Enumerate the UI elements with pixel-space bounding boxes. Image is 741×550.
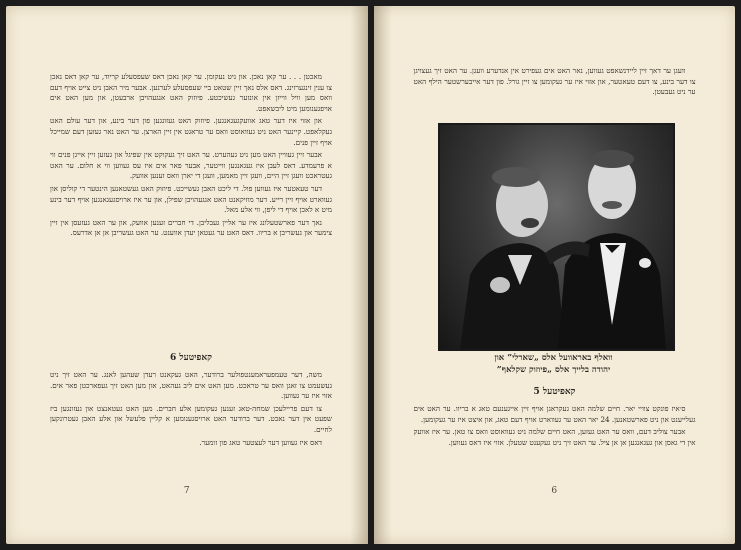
left-chapter-text [50, 370, 332, 450]
paragraph: צו דעם פריילעכן שמחה-טאג זענען געקומען אלע חברים. מען האט געטאנצט און געזונגען ביז שפעט אין דער נאכט. דער ברודער האט ארויסגענומען א קליין פלעשל און אלע האבן געטרונקען לחיים. [50, 403, 332, 434]
paragraph: אבער צוליב דעם, וואס ער האט געזען, האט חיים שלמה ניט געוואוסט וואס צו טאן. ער איז אוועק אין די גאסן און געגאנגען אן אן ציל. ער האט זיך ניט געקענט שטעלן. אזוי איז דאס געווען. [413, 427, 696, 447]
paragraph: נאך דער פארשטעלונג איז ער אליין געבליבן. די חברים זענען אוועק, און ער האט געזעסן אין זיין צימער און געשריבן א בריוו. דאס האט ער געטאן יעדן אווענט. ער האט געשריבן אן אן אדרעס. [50, 217, 332, 238]
left-body-text [50, 72, 332, 241]
paragraph: משה, דער טעמפעראמענטפולער ברודער, האט געקאנט רעדן שעהען לאנג. ער האט זיך ניט געשעמט צו זאגן וואס ער טראכט. מען האט אים ליב געהאט, און מען האט זיך געפארכטן פאר אים. אזוי איז ער געווען. [50, 370, 332, 401]
right-chapter-text [414, 404, 696, 450]
actors-photo [438, 123, 675, 351]
left-page [6, 6, 368, 544]
paragraph: דאס איז געווען דער לעצטער טאג פון זומער. [199, 437, 322, 447]
book-spread [6, 6, 735, 544]
paragraph: ס׳איז פונקט צוויי יאר. חיים שלמה האט געקראגן אויף זיין אייגענעם טאג א בריוו. ער האט אים געלייענט און ניט פארשטאנען. 24 יאר האט ער געווארט אויף דעם טאג, און איצט איז ער געקומען. [413, 404, 696, 424]
right-page [374, 6, 736, 544]
paragraph: וועגן ער דאך זיין ליידנשאפט געווען, נאר האט אים געפירט אין אנדערע וועגן. ער האט זיך געצויגן צו דער בינע, צו דעם טעאטער, און אזוי איז ער געקומען צו זיין גורל. פון דער אייבערשטער הילף האט ער ניט געבעטן. [413, 66, 696, 97]
chapter-title: קאפיטעל 6 [170, 353, 212, 363]
paragraph: און אזוי איז דער טאג אוועקגעגאנגען. פיוזוק האט געזונגען פון דער בינע, און דער עולם האט געקלאפט. קיינער האט ניט געוואוסט וואס ער טראגט אין זיין הארצן. ער האט נאר געזען דעם שמייכל אויף זיין פנים. [50, 116, 332, 147]
chapter-title: קאפיטעל 5 [533, 387, 576, 397]
photo-caption [414, 352, 694, 376]
caption-line: יהודה בלייך אלס „פיוזוק שקלאף” [496, 365, 611, 375]
caption-line: וואלף באראוועל אלס „שארלי” און [494, 353, 613, 363]
photo-illustration [440, 125, 673, 349]
paragraph: אבער זיין געוויין האט מען ניט געהערט. ער האט זיך געקוקט אין שפיגל און געזען זיין אייגן פנים ווי א פרעמדע. דאס לעבן איז געגאנגען ווייטער, אבער פאר אים איז עס געווען ווי א חלום. ער האט געטראכט וועגן זיין היים, וועגן זיין מאמען, וועגן די יארן וואס זענען אוועק. [50, 150, 332, 181]
page-number: 7 [183, 486, 190, 496]
paragraph: דער טעאטער איז געווען פול. די ליכט האבן געשייכט. פיוזוק האט געשטאנען הינטער די קוליסן און געווארט אויף זיין רייע. דער מוזיקאנט האט אנגעהויבן שפילן, און ער איז ארויסגעגאנגען אויף דער בינע מיט א לאכן אויף די ליפן, ווי אלע מאל. [50, 183, 332, 215]
right-intro-text [414, 66, 696, 100]
paragraph: מאכטן . . . ער קאן נאכן. און ניט נעקומן. ער קאן נאכן דאס שעפסעלע קריוד, ער קאן דאס נאכן צו ענין זינגערזינג. דאס אלס נאך זיין שטאט ביי שעפסעלע לערנען. אבער מיר האבן ניט צייט אויף דעם וואס מען וויל ווייזן אין אונזער געשיכטע. פיוזוק האט אנגעהויבן ארבעטן, און מען האט אים אויפגענומען מיט ליבשאפט. [50, 72, 332, 113]
page-number: 6 [551, 486, 558, 496]
